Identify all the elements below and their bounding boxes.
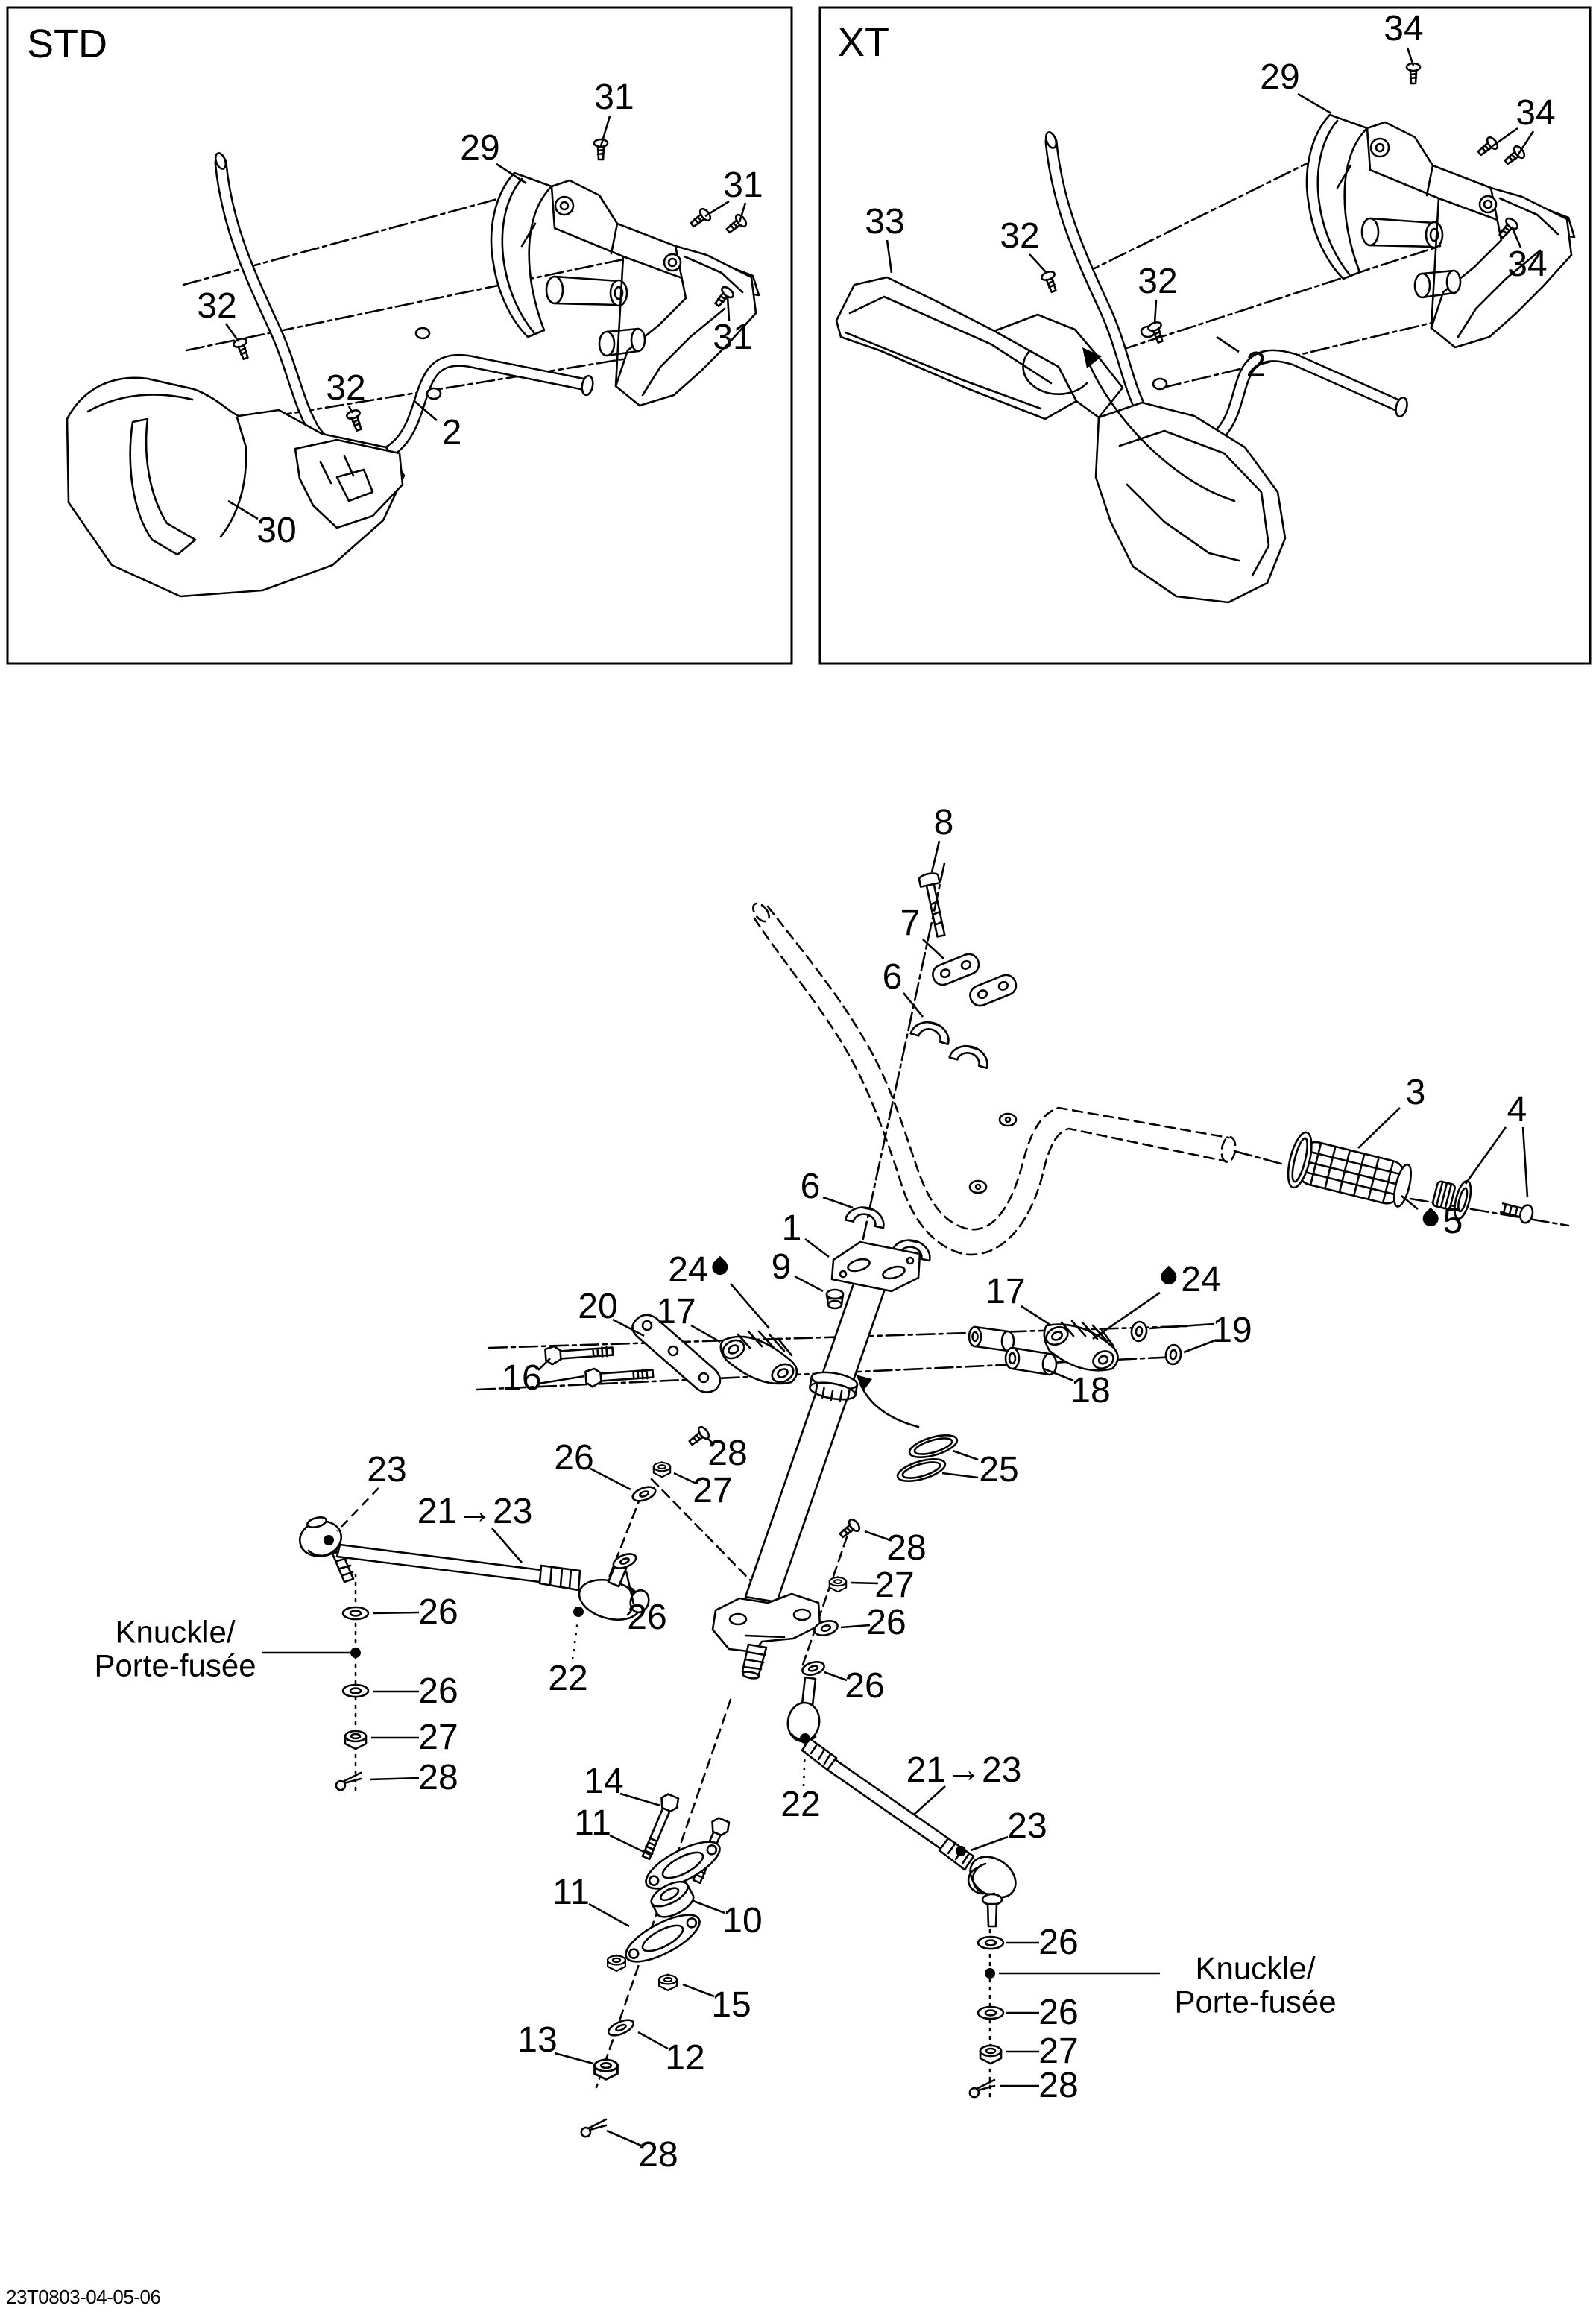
part-callout-26: 26 (554, 1438, 594, 1478)
callout-leader-line (1021, 1306, 1051, 1325)
oil-drop-icon (1158, 1266, 1180, 1288)
callout-leader-line (1492, 128, 1518, 146)
callout-leader-line (1466, 1127, 1506, 1184)
part-callout-27: 27 (693, 1471, 733, 1511)
part-callout-32: 32 (326, 368, 366, 409)
panel-label-xt: XT (838, 20, 890, 65)
part-callout-29: 29 (460, 128, 500, 168)
callout-leader-line (923, 939, 944, 959)
part-callout-26: 26 (866, 1603, 906, 1643)
callout-leader-line (1401, 1196, 1418, 1209)
part-callout-15: 15 (711, 1985, 751, 2025)
part-callout-26: 26 (1038, 1993, 1079, 2033)
part-callout-28: 28 (886, 1528, 927, 1569)
part-callout-17: 17 (985, 1272, 1026, 1312)
part-callout-33: 33 (865, 202, 905, 242)
part-callout-10: 10 (722, 1901, 763, 1941)
callout-leader-line (887, 240, 892, 273)
callout-leader-line (1407, 48, 1413, 66)
part-callout-34: 34 (1515, 93, 1556, 133)
callout-leader-line (601, 116, 610, 146)
callout-leader-line (805, 1239, 829, 1257)
callout-leader-line (589, 1904, 629, 1926)
callout-leader-line (638, 2032, 668, 2049)
callout-leader-line (1184, 1340, 1215, 1352)
part-callout-25: 25 (979, 1450, 1019, 1490)
part-callout-28: 28 (707, 1434, 748, 1474)
callout-leader-line (683, 1984, 714, 1996)
callout-leader-line (1149, 1324, 1214, 1328)
callout-leader-line (373, 1612, 419, 1613)
callout-leader-line (823, 1197, 853, 1208)
part-callout-17: 17 (656, 1292, 696, 1332)
callout-leader-line (1093, 1293, 1160, 1339)
callout-leader-line (942, 1473, 978, 1478)
part-callout-30: 30 (256, 511, 297, 551)
part-callout-31: 31 (723, 165, 763, 206)
part-callout-32: 32 (1138, 262, 1178, 302)
footer-part-code: 23T0803-04-05-06 (6, 2286, 161, 2308)
part-callout-27: 27 (874, 1566, 915, 1606)
part-callout-9: 9 (771, 1247, 792, 1287)
part-callout-2: 2 (441, 413, 462, 453)
part-callout-29: 29 (1260, 57, 1300, 98)
part-callout-11: 11 (552, 1873, 590, 1913)
callout-leader-line (903, 993, 923, 1017)
part-callout-18: 18 (1070, 1371, 1111, 1411)
callout-leader-line (337, 1488, 379, 1531)
callout-leader-line (693, 1901, 725, 1913)
callout-leader-line (914, 1786, 945, 1815)
callout-leader-line (971, 1837, 1008, 1850)
part-callout-26: 26 (418, 1671, 458, 1712)
callout-leader-line (607, 2131, 641, 2146)
callout-leader-line (1518, 131, 1533, 155)
part-callout-19: 19 (1212, 1311, 1252, 1351)
callout-leader-line (590, 1469, 631, 1489)
callout-leader-line (496, 164, 526, 183)
callout-leader-line (573, 1621, 578, 1659)
part-callout-1: 1 (781, 1208, 802, 1249)
part-callout-5: 5 (1421, 1202, 1463, 1241)
part-callout-28: 28 (418, 1758, 458, 1798)
part-callout-34: 34 (1384, 9, 1424, 49)
callout-leader-line (228, 501, 258, 519)
part-callout-31: 31 (713, 318, 753, 358)
oil-drop-icon (709, 1256, 731, 1279)
part-callout-knuckle-label: Knuckle/ Porte-fusée (1174, 1950, 1337, 2020)
callout-leader-line (795, 1276, 823, 1291)
part-callout-24: 24 (1158, 1261, 1220, 1299)
part-callout-14: 14 (584, 1762, 624, 1802)
panel-label-std: STD (27, 22, 107, 66)
part-callout-6: 6 (800, 1167, 821, 1207)
oil-drop-icon (1419, 1208, 1442, 1230)
part-callout-20: 20 (578, 1287, 618, 1327)
callout-leader-line (731, 1284, 769, 1328)
callout-leader-line (932, 841, 939, 872)
part-callout-28: 28 (1038, 2066, 1079, 2106)
callout-leader-line (1155, 300, 1156, 324)
callout-leader-line (370, 1778, 419, 1779)
part-callout-21→23: 21→23 (417, 1492, 533, 1532)
callout-leader-line (620, 1794, 660, 1806)
callout-leader-line (1029, 254, 1047, 273)
callout-leader-line (739, 203, 745, 222)
callout-leader-line (610, 1835, 650, 1855)
part-callout-22: 22 (780, 1785, 821, 1825)
part-callout-11: 11 (574, 1803, 611, 1844)
part-callout-7: 7 (900, 904, 921, 944)
callout-leader-line (226, 324, 239, 341)
part-callout-24: 24 (668, 1251, 730, 1290)
callout-leader-line (953, 1451, 978, 1460)
part-callout-8: 8 (933, 803, 954, 843)
callout-leader-line (538, 1376, 584, 1384)
part-callout-4: 4 (1507, 1090, 1527, 1130)
callout-leader-line (1044, 1369, 1073, 1381)
part-callout-12: 12 (665, 2038, 705, 2078)
part-callout-6: 6 (882, 957, 903, 997)
part-callout-knuckle-label: Knuckle/ Porte-fusée (94, 1614, 256, 1683)
part-callout-26: 26 (418, 1592, 458, 1633)
part-callout-26: 26 (845, 1666, 885, 1706)
part-callout-22: 22 (548, 1659, 588, 1699)
part-callout-28: 28 (638, 2135, 678, 2175)
callout-leader-line (492, 1528, 522, 1563)
callout-leader-line (841, 1625, 870, 1627)
callout-leader-line (1358, 1108, 1400, 1148)
part-callout-32: 32 (197, 286, 237, 327)
callout-leader-line (555, 2053, 593, 2064)
part-callout-27: 27 (418, 1718, 458, 1758)
part-callout-2: 2 (1246, 345, 1267, 385)
callout-leader-line (1298, 94, 1331, 113)
part-callout-34: 34 (1507, 245, 1548, 285)
callout-leader-line (804, 1746, 805, 1786)
part-callout-13: 13 (517, 2020, 558, 2061)
callout-leader-line (824, 1672, 847, 1680)
part-callout-32: 32 (1000, 216, 1040, 256)
part-callout-16: 16 (502, 1358, 542, 1399)
callout-leader-line (414, 401, 437, 420)
part-callout-31: 31 (594, 78, 634, 118)
part-callout-23: 23 (1007, 1806, 1047, 1847)
part-callout-23: 23 (367, 1450, 407, 1490)
part-callout-3: 3 (1405, 1073, 1426, 1113)
part-callout-26: 26 (1038, 1923, 1079, 1963)
callout-leader-line (1523, 1127, 1527, 1197)
part-callout-26: 26 (627, 1598, 667, 1638)
part-callout-21→23: 21→23 (906, 1750, 1022, 1791)
callout-leader-line (1217, 337, 1239, 352)
part-callout-27: 27 (1038, 2031, 1079, 2072)
